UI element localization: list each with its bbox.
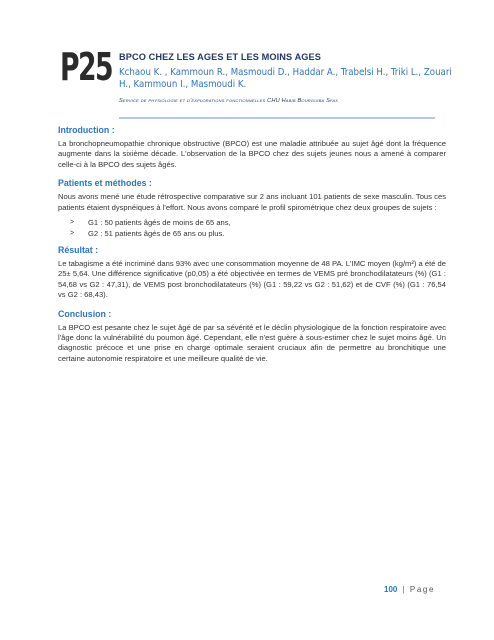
chevron-right-icon: > (70, 219, 75, 227)
introduction-heading: Introduction : (58, 125, 115, 135)
list-item (70, 217, 446, 228)
header-divider (119, 117, 435, 119)
methods-text: Nous avons mené une étude rétrospective comparative sur 2 ans incluant 101 patients de sexe masculin. Tous ces patients étaient dyspnéiques à l'effort. Nous avons comparé le profil spirométrique chez deux groupes de sujets : (58, 192, 446, 212)
authors: Kchaou K. , Kammoun R., Masmoudi D., Haddar A., Trabelsi H., Triki L., Zouari H., Kammoun I., Masmoudi K. (119, 67, 452, 90)
list-item (70, 228, 446, 239)
article-body (58, 125, 446, 372)
page-number: 100 (384, 585, 398, 594)
results-heading: Résultat : (58, 245, 99, 256)
methods-heading: Patients et méthodes : (58, 178, 152, 189)
results-text: Le tabagisme a été incriminé dans 93% avec une consommation moyenne de 48 PA. L'IMC moyen (kg/m²) a été de 25± 5,64. Une différence significative (p0,05) a été objectivée en termes de VEMS pré bronchodilatateurs (%) (G1 : 54,68 vs G2 : 47,31), de VEMS post bronchodilatateurs (%) (G1 : 59,22 vs G2 : 51,62) et de CVF (%) (G1 : 76,54 vs G2 : 68,43). (58, 259, 446, 300)
introduction-text: La bronchopneumopathie chronique obstructive (BPCO) est une maladie attribuée au sujet âgé dont la fréquence augmente dans la sixième décade. L'observation de la BPCO chez des sujets jeunes nous a amené à comparer celle-ci à la BPCO des sujets âgés. (58, 139, 446, 169)
conclusion-heading: Conclusion : (58, 308, 112, 319)
header-block (119, 52, 459, 104)
conclusion-text: La BPCO est pesante chez le sujet âgé de par sa sévérité et le déclin physiologique de la fonction respiratoire avec l'âge donc la vulnérabilité du poumon âgé. Cependant, elle n'est guère à sous-estimer chez le sujet moins âgé. Un diagnostic précoce et une prise en charge optimale seraient cruciaux afin de permettre au bronchitique une certaine autonomie respiratoire et une meilleure qualité de vie. (58, 322, 446, 363)
chevron-right-icon: > (70, 230, 75, 238)
page-label: Page (409, 585, 435, 594)
article-title: BPCO CHEZ LES AGES ET LES MOINS AGES (119, 52, 322, 62)
affiliation: Service de physiologie et d'explorations fonctionnelles CHU Habib Bourguiba Sfax (119, 98, 339, 104)
group-2-text: G2 : 51 patients âgés de 65 ans ou plus. (88, 229, 225, 239)
poster-code: P25 (60, 45, 112, 89)
footer-separator: | (402, 585, 405, 594)
groups-list (70, 217, 446, 239)
group-1-text: G1 : 50 patients âgés de moins de 65 ans, (88, 218, 231, 228)
page-footer (384, 585, 435, 594)
